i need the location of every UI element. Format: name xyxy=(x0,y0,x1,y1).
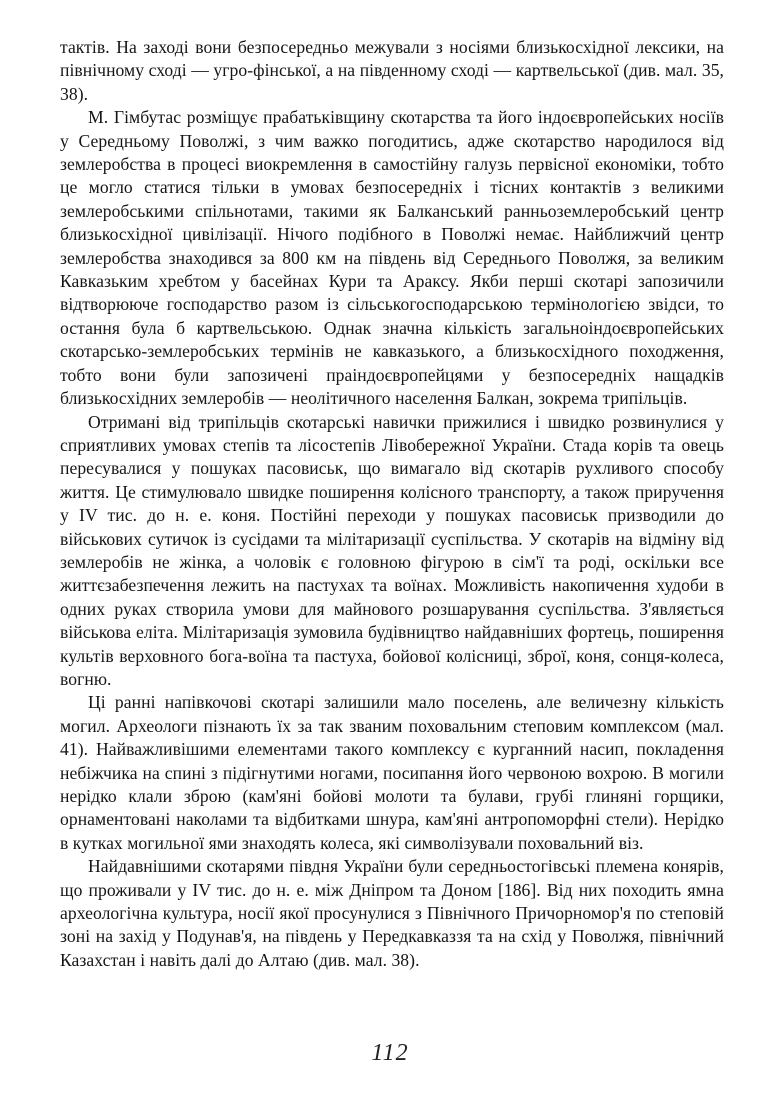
paragraph-gimbutas: М. Гімбутас розміщує прабатьківщину скотарства та його індоєвропейських носіїв у Середньому Поволжі, з чим важко погодитись, адже скотарство народилося від землеробства в процесі виокремлення в самостійну галузь первісної економіки, тобто це могло статися тільки в умовах безпосередніх і тісних контактів з великими землеробськими спільнотами, такими як Балканський ранньоземлеробський центр близькосхідної цивілізації. Нічого подібного в Поволжі немає. Найближчий центр землеробства знаходився за 800 км на південь від Середнього Поволжя, за великим Кавказьким хребтом у басейнах Кури та Араксу. Якби перші скотарі запозичили відтворююче господарство разом із сільськогосподарською термінологією звідси, то остання була б картвельською. Однак значна кількість загальноіндоєвропейських скотарсько-землеробських термінів не кавказького, а близькосхідного походження, тобто вони були запозичені праіндоєвропейцями у безпосередніх нащадків близькосхідних землеробів — неолітичного населення Балкан, зокрема трипільців. xyxy=(60,107,724,409)
page-body xyxy=(60,36,724,972)
paragraph-sredny-stog: Найдавнішими скотарями півдня України були середньостогівські племена конярів, що проживали у IV тис. до н. е. між Дніпром та Доном [186]. Від них походить ямна археологічна культура, носії якої просунулися з Північного Причорномор'я по степовій зоні на захід у Подунав'я, на південь у Передкавказзя та на схід у Поволжя, північний Казахстан і навіть далі до Алтаю (див. мал. 38). xyxy=(60,856,724,970)
paragraph-continuation: тактів. На заході вони безпосередньо межували з носіями близькосхідної лексики, на північному сході — угро-фінської, а на південному сході — картвельської (див. мал. 35, 38). xyxy=(60,37,724,104)
page-number: 112 xyxy=(371,1040,409,1066)
paragraph-burials: Ці ранні напівкочові скотарі залишили мало поселень, але величезну кількість могил. Археологи пізнають їх за так званим поховальним степовим комплексом (мал. 41). Найважливішими елементами такого комплексу є курганний насип, покладення небіжчика на спині з підігнутими ногами, посипання його червоною вохрою. В могили нерідко клали зброю (кам'яні бойові молоти та булави, грубі глиняні горщики, орнаментовані наколами та відбитками шнура, кам'яні антропоморфні стели). Нерідко в кутках могильної ями знаходять колеса, які символізували поховальний віз. xyxy=(60,692,724,853)
paragraph-herding-skills: Отримані від трипільців скотарські навички прижилися і швидко розвинулися у сприятливих умовах степів та лісостепів Лівобережної України. Стада корів та овець пересувалися у пошуках пасовиськ, що вимагало від скотарів рухливого способу життя. Це стимулювало швидке поширення колісного транспорту, а також приручення у IV тис. до н. е. коня. Постійні переходи у пошуках пасовиськ призводили до військових сутичок із сусідами та мілітаризації суспільства. У скотарів на відміну від землеробів не жінка, а чоловік є головною фігурою в сім'ї та роді, оскільки все життєзабезпечення лежить на пастухах та воїнах. Можливість накопичення худоби в одних руках створила умови для майнового розшарування суспільства. З'являється військова еліта. Мілітаризація зумовила будівництво найдавніших фортець, поширення культів верховного бога-воїна та пастуха, бойової колісниці, зброї, коня, сонця-колеса, вогню. xyxy=(60,411,724,689)
